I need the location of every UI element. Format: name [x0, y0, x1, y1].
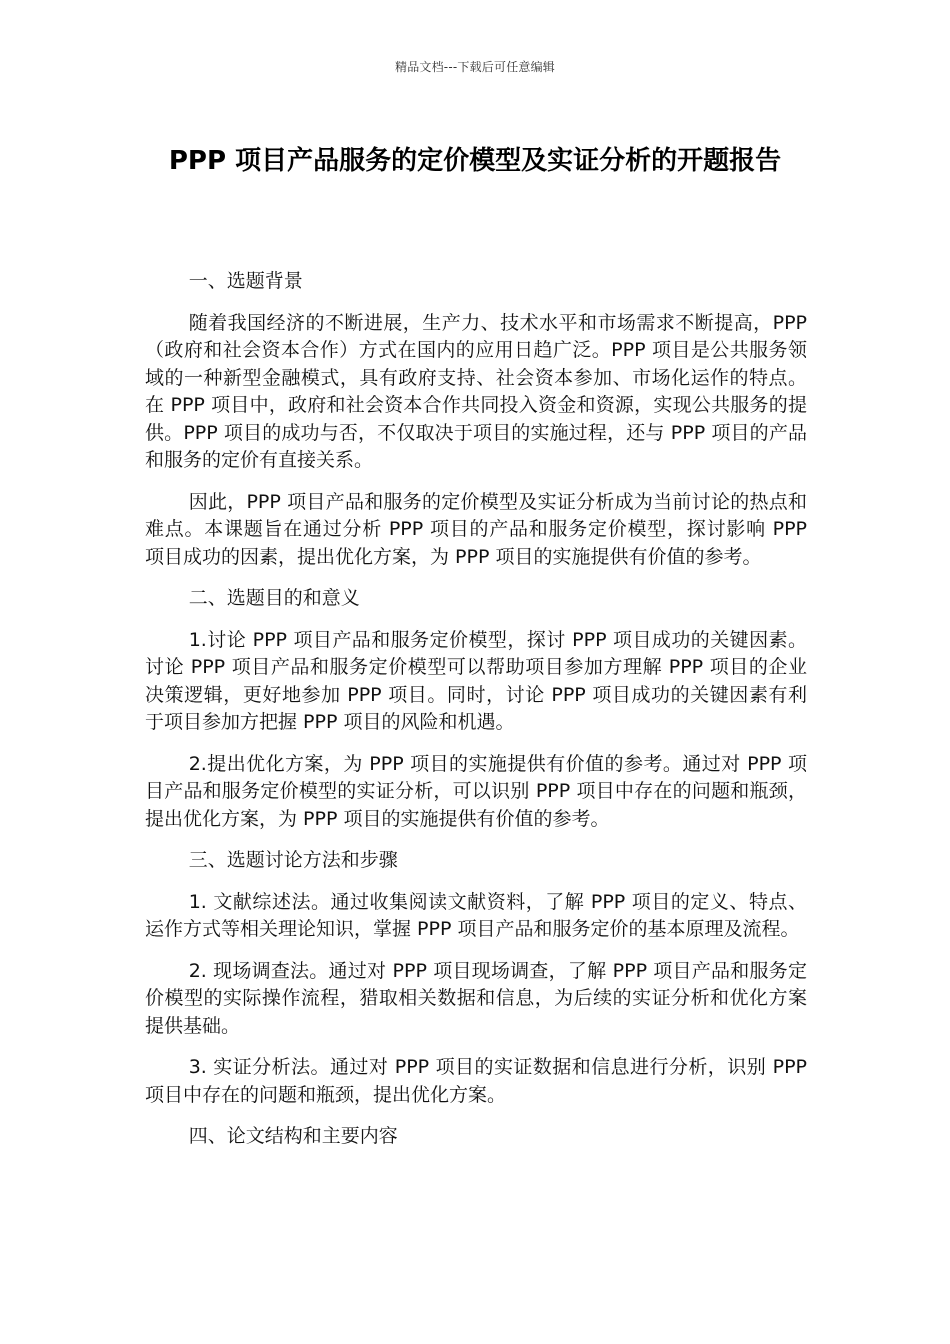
- paragraph-purpose-1: 1.讨论 PPP 项目产品和服务定价模型，探讨 PPP 项目成功的关键因素。讨论 PPP 项目产品和服务定价模型可以帮助项目参加方理解 PPP 项目的企业决策逻辑，更好地参加 PPP 项目。同时，讨论 PPP 项目成功的关键因素有利于项目参加方把握 PPP 项目的风险和机遇。: [145, 628, 807, 733]
- section-heading-structure: 四、论文结构和主要内容: [188, 1125, 398, 1147]
- paragraph-method-3: 3. 实证分析法。通过对 PPP 项目的实证数据和信息进行分析，识别 PPP 项目中存在的问题和瓶颈，提出优化方案。: [145, 1056, 807, 1106]
- section-heading-purpose: 二、选题目的和意义: [188, 587, 360, 609]
- document-title: PPP 项目产品服务的定价模型及实证分析的开题报告: [168, 146, 782, 176]
- section-heading-methods: 三、选题讨论方法和步骤: [188, 849, 398, 871]
- paragraph-background-1: 随着我国经济的不断进展，生产力、技术水平和市场需求不断提高，PPP（政府和社会资本合作）方式在国内的应用日趋广泛。PPP 项目是公共服务领域的一种新型金融模式，具有政府支持、社会资本参加、市场化运作的特点。在 PPP 项目中，政府和社会资本合作共同投入资金和资源，实现公共服务的提供。PPP 项目的成功与否，不仅取决于项目的实施过程，还与 PPP 项目的产品和服务的定价有直接关系。: [145, 311, 807, 471]
- header-note: 精品文档---下载后可任意编辑: [395, 60, 555, 74]
- paragraph-purpose-2: 2.提出优化方案，为 PPP 项目的实施提供有价值的参考。通过对 PPP 项目产品和服务定价模型的实证分析，可以识别 PPP 项目中存在的问题和瓶颈，提出优化方案，为 PPP 项目的实施提供有价值的参考。: [145, 752, 807, 830]
- paragraph-method-1: 1. 文献综述法。通过收集阅读文献资料，了解 PPP 项目的定义、特点、运作方式等相关理论知识，掌握 PPP 项目产品和服务定价的基本原理及流程。: [145, 890, 807, 940]
- paragraph-background-2: 因此，PPP 项目产品和服务的定价模型及实证分析成为当前讨论的热点和难点。本课题旨在通过分析 PPP 项目的产品和服务定价模型，探讨影响 PPP 项目成功的因素，提出优化方案，为 PPP 项目的实施提供有价值的参考。: [145, 490, 807, 568]
- paragraph-method-2: 2. 现场调查法。通过对 PPP 项目现场调查，了解 PPP 项目产品和服务定价模型的实际操作流程，猎取相关数据和信息，为后续的实证分析和优化方案提供基础。: [145, 959, 807, 1037]
- document-body: [145, 268, 807, 1165]
- section-heading-background: 一、选题背景: [188, 270, 303, 292]
